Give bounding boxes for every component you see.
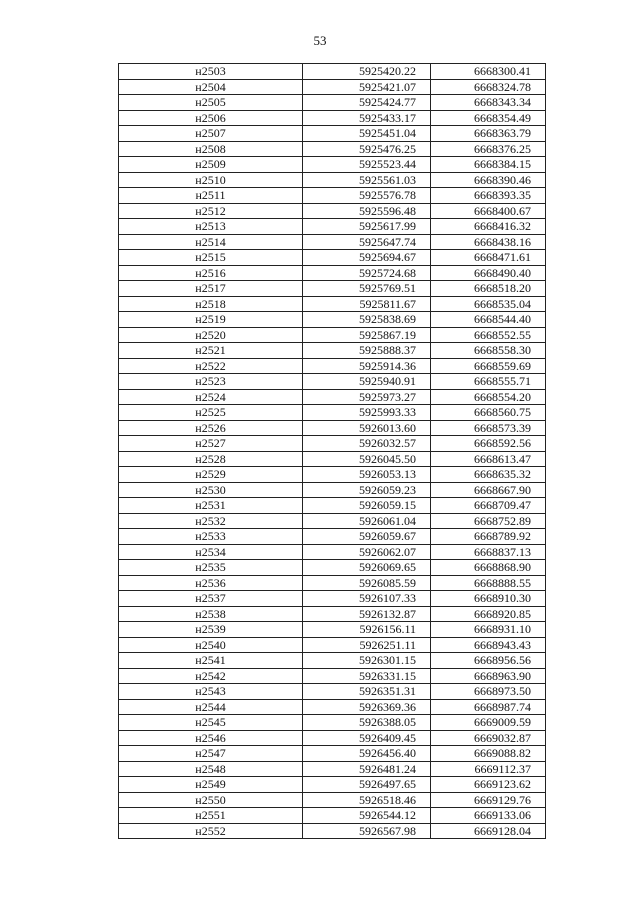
table-row [119, 374, 546, 390]
y-coordinate-cell: 6668789.92 [431, 529, 546, 545]
table-row [119, 188, 546, 204]
x-coordinate-cell: 5926567.98 [303, 823, 431, 839]
y-coordinate-cell: 6668490.40 [431, 265, 546, 281]
x-coordinate-cell: 5926331.15 [303, 668, 431, 684]
table-row [119, 792, 546, 808]
point-id-cell: н2534 [119, 544, 303, 560]
point-id-cell: н2538 [119, 606, 303, 622]
point-id-cell: н2532 [119, 513, 303, 529]
table-row [119, 358, 546, 374]
x-coordinate-cell: 5925914.36 [303, 358, 431, 374]
table-row [119, 730, 546, 746]
x-coordinate-cell: 5925596.48 [303, 203, 431, 219]
x-coordinate-cell: 5926369.36 [303, 699, 431, 715]
x-coordinate-cell: 5925561.03 [303, 172, 431, 188]
x-coordinate-cell: 5926481.24 [303, 761, 431, 777]
x-coordinate-cell: 5925993.33 [303, 405, 431, 421]
y-coordinate-cell: 6668667.90 [431, 482, 546, 498]
table-row [119, 64, 546, 80]
table-row [119, 203, 546, 219]
x-coordinate-cell: 5926059.67 [303, 529, 431, 545]
table-row [119, 498, 546, 514]
y-coordinate-cell: 6668544.40 [431, 312, 546, 328]
x-coordinate-cell: 5925420.22 [303, 64, 431, 80]
table-row [119, 482, 546, 498]
point-id-cell: н2525 [119, 405, 303, 421]
x-coordinate-cell: 5925421.07 [303, 79, 431, 95]
point-id-cell: н2506 [119, 110, 303, 126]
y-coordinate-cell: 6669009.59 [431, 715, 546, 731]
y-coordinate-cell: 6668518.20 [431, 281, 546, 297]
table-row [119, 467, 546, 483]
table-row [119, 281, 546, 297]
point-id-cell: н2537 [119, 591, 303, 607]
y-coordinate-cell: 6668363.79 [431, 126, 546, 142]
y-coordinate-cell: 6668471.61 [431, 250, 546, 266]
point-id-cell: н2527 [119, 436, 303, 452]
point-id-cell: н2507 [119, 126, 303, 142]
table-row [119, 808, 546, 824]
table-row [119, 79, 546, 95]
point-id-cell: н2504 [119, 79, 303, 95]
point-id-cell: н2533 [119, 529, 303, 545]
x-coordinate-cell: 5925451.04 [303, 126, 431, 142]
y-coordinate-cell: 6668963.90 [431, 668, 546, 684]
y-coordinate-cell: 6668987.74 [431, 699, 546, 715]
y-coordinate-cell: 6668354.49 [431, 110, 546, 126]
x-coordinate-cell: 5926518.46 [303, 792, 431, 808]
table-row [119, 560, 546, 576]
y-coordinate-cell: 6668943.43 [431, 637, 546, 653]
x-coordinate-cell: 5926059.23 [303, 482, 431, 498]
x-coordinate-cell: 5926456.40 [303, 746, 431, 762]
point-id-cell: н2511 [119, 188, 303, 204]
y-coordinate-cell: 6668438.16 [431, 234, 546, 250]
point-id-cell: н2550 [119, 792, 303, 808]
point-id-cell: н2542 [119, 668, 303, 684]
point-id-cell: н2541 [119, 653, 303, 669]
x-coordinate-cell: 5926085.59 [303, 575, 431, 591]
y-coordinate-cell: 6668390.46 [431, 172, 546, 188]
point-id-cell: н2529 [119, 467, 303, 483]
point-id-cell: н2515 [119, 250, 303, 266]
point-id-cell: н2516 [119, 265, 303, 281]
x-coordinate-cell: 5925888.37 [303, 343, 431, 359]
table-row [119, 668, 546, 684]
table-row [119, 141, 546, 157]
x-coordinate-cell: 5925867.19 [303, 327, 431, 343]
x-coordinate-cell: 5925769.51 [303, 281, 431, 297]
x-coordinate-cell: 5925940.91 [303, 374, 431, 390]
point-id-cell: н2517 [119, 281, 303, 297]
table-row [119, 699, 546, 715]
y-coordinate-cell: 6668752.89 [431, 513, 546, 529]
table-row [119, 715, 546, 731]
x-coordinate-cell: 5926301.15 [303, 653, 431, 669]
x-coordinate-cell: 5926388.05 [303, 715, 431, 731]
point-id-cell: н2528 [119, 451, 303, 467]
table-row [119, 653, 546, 669]
y-coordinate-cell: 6668555.71 [431, 374, 546, 390]
table-row [119, 761, 546, 777]
point-id-cell: н2551 [119, 808, 303, 824]
y-coordinate-cell: 6668376.25 [431, 141, 546, 157]
y-coordinate-cell: 6668343.34 [431, 95, 546, 111]
x-coordinate-cell: 5925424.77 [303, 95, 431, 111]
table-row [119, 591, 546, 607]
y-coordinate-cell: 6668868.90 [431, 560, 546, 576]
x-coordinate-cell: 5926156.11 [303, 622, 431, 638]
y-coordinate-cell: 6668973.50 [431, 684, 546, 700]
y-coordinate-cell: 6668910.30 [431, 591, 546, 607]
point-id-cell: н2546 [119, 730, 303, 746]
y-coordinate-cell: 6668635.32 [431, 467, 546, 483]
table-row [119, 513, 546, 529]
y-coordinate-cell: 6669129.76 [431, 792, 546, 808]
y-coordinate-cell: 6668613.47 [431, 451, 546, 467]
table-row [119, 746, 546, 762]
point-id-cell: н2543 [119, 684, 303, 700]
table-row [119, 622, 546, 638]
page-number: 53 [313, 33, 327, 48]
table-row [119, 327, 546, 343]
x-coordinate-cell: 5926032.57 [303, 436, 431, 452]
table-row [119, 312, 546, 328]
point-id-cell: н2549 [119, 777, 303, 793]
y-coordinate-cell: 6668400.67 [431, 203, 546, 219]
x-coordinate-cell: 5926045.50 [303, 451, 431, 467]
table-row [119, 250, 546, 266]
y-coordinate-cell: 6668384.15 [431, 157, 546, 173]
x-coordinate-cell: 5925694.67 [303, 250, 431, 266]
coordinates-table [118, 63, 546, 839]
point-id-cell: н2539 [119, 622, 303, 638]
y-coordinate-cell: 6669128.04 [431, 823, 546, 839]
table-row [119, 110, 546, 126]
table-row [119, 95, 546, 111]
x-coordinate-cell: 5926351.31 [303, 684, 431, 700]
point-id-cell: н2518 [119, 296, 303, 312]
table-row [119, 823, 546, 839]
table-row [119, 405, 546, 421]
point-id-cell: н2520 [119, 327, 303, 343]
y-coordinate-cell: 6668709.47 [431, 498, 546, 514]
x-coordinate-cell: 5926062.07 [303, 544, 431, 560]
point-id-cell: н2530 [119, 482, 303, 498]
y-coordinate-cell: 6669133.06 [431, 808, 546, 824]
y-coordinate-cell: 6668559.69 [431, 358, 546, 374]
y-coordinate-cell: 6668592.56 [431, 436, 546, 452]
point-id-cell: н2536 [119, 575, 303, 591]
point-id-cell: н2522 [119, 358, 303, 374]
point-id-cell: н2521 [119, 343, 303, 359]
point-id-cell: н2544 [119, 699, 303, 715]
table-row [119, 529, 546, 545]
x-coordinate-cell: 5926059.15 [303, 498, 431, 514]
y-coordinate-cell: 6668300.41 [431, 64, 546, 80]
y-coordinate-cell: 6668558.30 [431, 343, 546, 359]
table-row [119, 296, 546, 312]
y-coordinate-cell: 6668554.20 [431, 389, 546, 405]
x-coordinate-cell: 5926013.60 [303, 420, 431, 436]
table-row [119, 777, 546, 793]
table-row [119, 575, 546, 591]
table-row [119, 451, 546, 467]
x-coordinate-cell: 5926544.12 [303, 808, 431, 824]
table-row [119, 157, 546, 173]
table-row [119, 606, 546, 622]
table-row [119, 126, 546, 142]
point-id-cell: н2545 [119, 715, 303, 731]
y-coordinate-cell: 6669112.37 [431, 761, 546, 777]
table-row [119, 389, 546, 405]
point-id-cell: н2510 [119, 172, 303, 188]
point-id-cell: н2531 [119, 498, 303, 514]
x-coordinate-cell: 5926132.87 [303, 606, 431, 622]
x-coordinate-cell: 5926069.65 [303, 560, 431, 576]
y-coordinate-cell: 6668416.32 [431, 219, 546, 235]
y-coordinate-cell: 6668956.56 [431, 653, 546, 669]
table-row [119, 234, 546, 250]
table-row [119, 436, 546, 452]
table-row [119, 172, 546, 188]
x-coordinate-cell: 5925433.17 [303, 110, 431, 126]
point-id-cell: н2503 [119, 64, 303, 80]
point-id-cell: н2526 [119, 420, 303, 436]
y-coordinate-cell: 6669088.82 [431, 746, 546, 762]
y-coordinate-cell: 6668573.39 [431, 420, 546, 436]
point-id-cell: н2535 [119, 560, 303, 576]
y-coordinate-cell: 6668920.85 [431, 606, 546, 622]
point-id-cell: н2509 [119, 157, 303, 173]
y-coordinate-cell: 6668393.35 [431, 188, 546, 204]
point-id-cell: н2505 [119, 95, 303, 111]
x-coordinate-cell: 5925617.99 [303, 219, 431, 235]
y-coordinate-cell: 6668552.55 [431, 327, 546, 343]
x-coordinate-cell: 5926053.13 [303, 467, 431, 483]
point-id-cell: н2514 [119, 234, 303, 250]
x-coordinate-cell: 5925476.25 [303, 141, 431, 157]
coordinates-table-body [119, 64, 546, 839]
point-id-cell: н2513 [119, 219, 303, 235]
table-row [119, 265, 546, 281]
y-coordinate-cell: 6668560.75 [431, 405, 546, 421]
table-row [119, 544, 546, 560]
x-coordinate-cell: 5925973.27 [303, 389, 431, 405]
x-coordinate-cell: 5925647.74 [303, 234, 431, 250]
x-coordinate-cell: 5925811.67 [303, 296, 431, 312]
x-coordinate-cell: 5925523.44 [303, 157, 431, 173]
point-id-cell: н2548 [119, 761, 303, 777]
point-id-cell: н2540 [119, 637, 303, 653]
point-id-cell: н2512 [119, 203, 303, 219]
x-coordinate-cell: 5926061.04 [303, 513, 431, 529]
y-coordinate-cell: 6668837.13 [431, 544, 546, 560]
table-row [119, 637, 546, 653]
point-id-cell: н2552 [119, 823, 303, 839]
point-id-cell: н2508 [119, 141, 303, 157]
y-coordinate-cell: 6668888.55 [431, 575, 546, 591]
x-coordinate-cell: 5926409.45 [303, 730, 431, 746]
table-row [119, 684, 546, 700]
x-coordinate-cell: 5926107.33 [303, 591, 431, 607]
y-coordinate-cell: 6668931.10 [431, 622, 546, 638]
x-coordinate-cell: 5926497.65 [303, 777, 431, 793]
y-coordinate-cell: 6669123.62 [431, 777, 546, 793]
x-coordinate-cell: 5926251.11 [303, 637, 431, 653]
y-coordinate-cell: 6668535.04 [431, 296, 546, 312]
y-coordinate-cell: 6669032.87 [431, 730, 546, 746]
x-coordinate-cell: 5925576.78 [303, 188, 431, 204]
table-row [119, 219, 546, 235]
y-coordinate-cell: 6668324.78 [431, 79, 546, 95]
x-coordinate-cell: 5925838.69 [303, 312, 431, 328]
table-row [119, 420, 546, 436]
point-id-cell: н2523 [119, 374, 303, 390]
point-id-cell: н2547 [119, 746, 303, 762]
point-id-cell: н2519 [119, 312, 303, 328]
table-row [119, 343, 546, 359]
x-coordinate-cell: 5925724.68 [303, 265, 431, 281]
point-id-cell: н2524 [119, 389, 303, 405]
